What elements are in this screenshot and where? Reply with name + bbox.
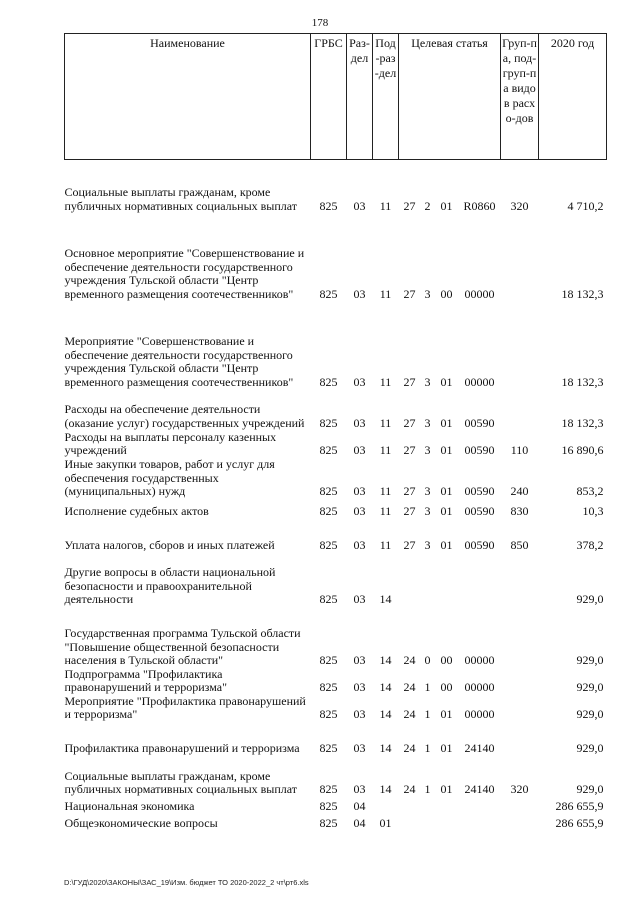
- row-target-direction: 00590: [464, 484, 495, 499]
- row-razdel: 03: [353, 741, 366, 756]
- row-target-direction: 00590: [464, 415, 495, 430]
- row-amount-2020: 378,2: [576, 538, 604, 553]
- header-target: Целевая статья: [399, 34, 501, 160]
- header-razdel: Раз-дел: [347, 34, 373, 160]
- row-amount-2020: 18 132,3: [561, 374, 604, 389]
- row-target-subprogram: 1: [424, 741, 431, 756]
- row-expense-group: [501, 214, 539, 302]
- row-expense-group: [501, 722, 539, 756]
- row-target-program: 24: [403, 707, 416, 722]
- row-target-event: 01: [440, 504, 453, 519]
- row-target-program: [399, 797, 421, 814]
- row-name: Расходы на обеспечение деятельности (оказание услуг) государственных учреждений: [64, 402, 305, 430]
- row-target-event: 00: [440, 286, 453, 301]
- row-target-subprogram: 3: [424, 484, 431, 499]
- table-row: [65, 756, 607, 797]
- row-razdel: 03: [353, 653, 366, 668]
- row-target-event: 00: [440, 653, 453, 668]
- budget-table: [64, 33, 607, 831]
- row-razdel: 04: [353, 816, 366, 831]
- table-body: [65, 160, 607, 832]
- row-target-event: 01: [440, 415, 453, 430]
- table-row: [65, 431, 607, 458]
- row-target-event: 01: [440, 374, 453, 389]
- row-target-program: 27: [403, 374, 416, 389]
- row-grbs: 825: [319, 707, 338, 722]
- row-target-direction: 00590: [464, 443, 495, 458]
- row-expense-group: [501, 695, 539, 722]
- row-razdel: 03: [353, 504, 366, 519]
- row-target-program: 27: [403, 198, 416, 213]
- row-grbs: 825: [319, 680, 338, 695]
- file-path-footer: D:\ГУД\2020\ЗАКОНЫ\ЗАС_19\Изм. бюджет ТО 2020-2022_2 чт\рт6.xls: [64, 878, 309, 887]
- row-amount-2020: 16 890,6: [561, 443, 604, 458]
- row-razdel: 03: [353, 443, 366, 458]
- budget-table-container: [64, 33, 606, 831]
- row-podrazdel: 14: [379, 707, 392, 722]
- header-grbs: ГРБС: [311, 34, 347, 160]
- table-row: [65, 458, 607, 499]
- row-amount-2020: 18 132,3: [561, 415, 604, 430]
- row-target-program: 27: [403, 504, 416, 519]
- table-row: [65, 607, 607, 668]
- row-expense-group: 320: [510, 782, 529, 797]
- row-grbs: 825: [319, 443, 338, 458]
- row-grbs: 825: [319, 538, 338, 553]
- row-grbs: 825: [319, 816, 338, 831]
- row-podrazdel: 11: [379, 504, 392, 519]
- row-target-subprogram: 3: [424, 504, 431, 519]
- row-expense-group: [501, 797, 539, 814]
- table-row: [65, 214, 607, 302]
- row-podrazdel: 14: [379, 653, 392, 668]
- row-razdel: 03: [353, 198, 366, 213]
- row-grbs: 825: [319, 592, 338, 607]
- row-podrazdel: 11: [379, 538, 392, 553]
- row-grbs: 825: [319, 741, 338, 756]
- row-name: Исполнение судебных актов: [64, 504, 209, 519]
- header-group: Груп-па, под-груп-па видов расхо-дов: [501, 34, 539, 160]
- row-target-direction: 24140: [464, 741, 495, 756]
- row-target-direction: 00000: [464, 286, 495, 301]
- row-grbs: 825: [319, 415, 338, 430]
- row-amount-2020: 10,3: [582, 504, 604, 519]
- row-podrazdel: 11: [379, 484, 392, 499]
- row-expense-group: [501, 607, 539, 668]
- row-podrazdel: 11: [379, 374, 392, 389]
- row-razdel: 03: [353, 374, 366, 389]
- row-amount-2020: 929,0: [576, 680, 604, 695]
- row-target-program: [399, 553, 421, 607]
- row-target-program: 27: [403, 443, 416, 458]
- row-target-direction: [459, 797, 501, 814]
- row-razdel: 03: [353, 592, 366, 607]
- row-target-direction: 00000: [464, 653, 495, 668]
- row-target-subprogram: 1: [424, 782, 431, 797]
- row-target-subprogram: 3: [424, 538, 431, 553]
- row-expense-group: [501, 553, 539, 607]
- row-target-subprogram: 1: [424, 707, 431, 722]
- header-podrazdel: Под-раз-дел: [373, 34, 399, 160]
- row-target-subprogram: [421, 553, 435, 607]
- row-name: Государственная программа Тульской области "Повышение общественной безопасности населения в Тульской области": [64, 625, 301, 668]
- row-name: Другие вопросы в области национальной безопасности и правоохранительной деятельности: [64, 564, 276, 607]
- row-podrazdel: 11: [379, 415, 392, 430]
- row-razdel: 04: [353, 799, 366, 814]
- row-expense-group: [501, 668, 539, 695]
- table-row: [65, 797, 607, 814]
- row-name: Основное мероприятие "Совершенствование и обеспечение деятельности государственного учреждения Тульской области "Центр временного размещения соотечественников": [64, 246, 305, 301]
- row-name: Мероприятие "Профилактика правонарушений и терроризма": [64, 693, 306, 722]
- page-number: 178: [311, 17, 329, 29]
- row-amount-2020: 929,0: [576, 653, 604, 668]
- row-podrazdel: 14: [379, 592, 392, 607]
- row-amount-2020: 929,0: [576, 741, 604, 756]
- row-target-event: [435, 553, 459, 607]
- row-grbs: 825: [319, 286, 338, 301]
- row-expense-group: [501, 814, 539, 831]
- row-target-program: 27: [403, 538, 416, 553]
- row-target-direction: 24140: [464, 782, 495, 797]
- table-row: [65, 519, 607, 553]
- header-year: 2020 год: [539, 34, 607, 160]
- row-grbs: 825: [319, 782, 338, 797]
- table-header-row: [65, 34, 607, 160]
- row-podrazdel: [373, 797, 399, 814]
- row-name: Общеэкономические вопросы: [64, 816, 218, 831]
- table-row: [65, 814, 607, 831]
- row-target-direction: 00590: [464, 504, 495, 519]
- row-target-direction: 00000: [464, 374, 495, 389]
- row-name: Расходы на выплаты персоналу казенных учреждений: [64, 429, 277, 458]
- row-amount-2020: 929,0: [576, 592, 604, 607]
- row-amount-2020: 286 655,9: [555, 816, 604, 831]
- row-target-event: 01: [440, 443, 453, 458]
- table-row: [65, 390, 607, 431]
- row-target-event: 01: [440, 484, 453, 499]
- row-expense-group: 850: [510, 538, 529, 553]
- row-podrazdel: 11: [379, 443, 392, 458]
- row-razdel: 03: [353, 782, 366, 797]
- row-name: Уплата налогов, сборов и иных платежей: [64, 538, 275, 553]
- row-name: Иные закупки товаров, работ и услуг для обеспечения государственных (муниципальных) нужд: [64, 456, 275, 499]
- row-expense-group: 320: [510, 198, 529, 213]
- row-amount-2020: 853,2: [576, 484, 604, 499]
- row-podrazdel: 14: [379, 741, 392, 756]
- table-row: [65, 695, 607, 722]
- row-target-direction: R0860: [463, 198, 496, 213]
- row-target-program: 24: [403, 782, 416, 797]
- row-grbs: 825: [319, 484, 338, 499]
- row-target-direction: 00590: [464, 538, 495, 553]
- row-target-event: 01: [440, 198, 453, 213]
- row-target-program: 27: [403, 484, 416, 499]
- row-razdel: 03: [353, 286, 366, 301]
- row-expense-group: 830: [510, 504, 529, 519]
- row-expense-group: 110: [510, 443, 529, 458]
- row-name: Социальные выплаты гражданам, кроме публичных нормативных социальных выплат: [64, 768, 298, 797]
- row-target-subprogram: 3: [424, 286, 431, 301]
- row-target-direction: 00000: [464, 707, 495, 722]
- row-target-direction: [459, 553, 501, 607]
- row-target-direction: [459, 814, 501, 831]
- row-razdel: 03: [353, 415, 366, 430]
- row-target-program: 24: [403, 680, 416, 695]
- row-target-program: 27: [403, 415, 416, 430]
- row-target-subprogram: 2: [424, 198, 431, 213]
- row-razdel: 03: [353, 538, 366, 553]
- table-row: [65, 553, 607, 607]
- row-amount-2020: 929,0: [576, 782, 604, 797]
- table-row: [65, 499, 607, 519]
- row-razdel: 03: [353, 484, 366, 499]
- row-grbs: 825: [319, 799, 338, 814]
- table-row: [65, 668, 607, 695]
- row-podrazdel: 11: [379, 198, 392, 213]
- row-target-subprogram: 3: [424, 443, 431, 458]
- row-name: Национальная экономика: [64, 799, 195, 814]
- row-name: Подпрограмма "Профилактика правонарушений и терроризма": [64, 666, 227, 695]
- row-target-program: [399, 814, 421, 831]
- row-podrazdel: 14: [379, 680, 392, 695]
- row-podrazdel: 14: [379, 782, 392, 797]
- row-target-program: 24: [403, 653, 416, 668]
- row-target-program: 27: [403, 286, 416, 301]
- row-amount-2020: 929,0: [576, 707, 604, 722]
- row-razdel: 03: [353, 707, 366, 722]
- row-target-subprogram: 0: [424, 653, 431, 668]
- row-expense-group: [501, 390, 539, 431]
- row-razdel: 03: [353, 680, 366, 695]
- row-target-event: 01: [440, 707, 453, 722]
- row-name: Социальные выплаты гражданам, кроме публичных нормативных социальных выплат: [64, 185, 298, 213]
- row-target-subprogram: 3: [424, 415, 431, 430]
- row-grbs: 825: [319, 504, 338, 519]
- table-row: [65, 722, 607, 756]
- row-amount-2020: 18 132,3: [561, 286, 604, 301]
- row-target-event: [435, 797, 459, 814]
- row-grbs: 825: [319, 198, 338, 213]
- row-target-event: 01: [440, 782, 453, 797]
- row-target-event: 01: [440, 538, 453, 553]
- row-target-event: 00: [440, 680, 453, 695]
- row-target-program: 24: [403, 741, 416, 756]
- row-target-subprogram: [421, 814, 435, 831]
- row-podrazdel: 01: [379, 816, 392, 831]
- row-target-event: 01: [440, 741, 453, 756]
- row-grbs: 825: [319, 374, 338, 389]
- table-row: [65, 160, 607, 214]
- row-amount-2020: 286 655,9: [555, 799, 604, 814]
- header-name: Наименование: [65, 34, 311, 160]
- row-target-direction: 00000: [464, 680, 495, 695]
- row-expense-group: [501, 302, 539, 390]
- row-expense-group: 240: [510, 484, 529, 499]
- row-target-subprogram: 3: [424, 374, 431, 389]
- row-name: Профилактика правонарушений и терроризма: [64, 741, 300, 756]
- row-target-event: [435, 814, 459, 831]
- row-name: Мероприятие "Совершенствование и обеспечение деятельности государственного учреждения Тульской области "Центр временного размещения соотечественников": [64, 334, 294, 389]
- row-podrazdel: 11: [379, 286, 392, 301]
- row-amount-2020: 4 710,2: [567, 198, 604, 213]
- row-grbs: 825: [319, 653, 338, 668]
- row-target-subprogram: 1: [424, 680, 431, 695]
- table-row: [65, 302, 607, 390]
- row-target-subprogram: [421, 797, 435, 814]
